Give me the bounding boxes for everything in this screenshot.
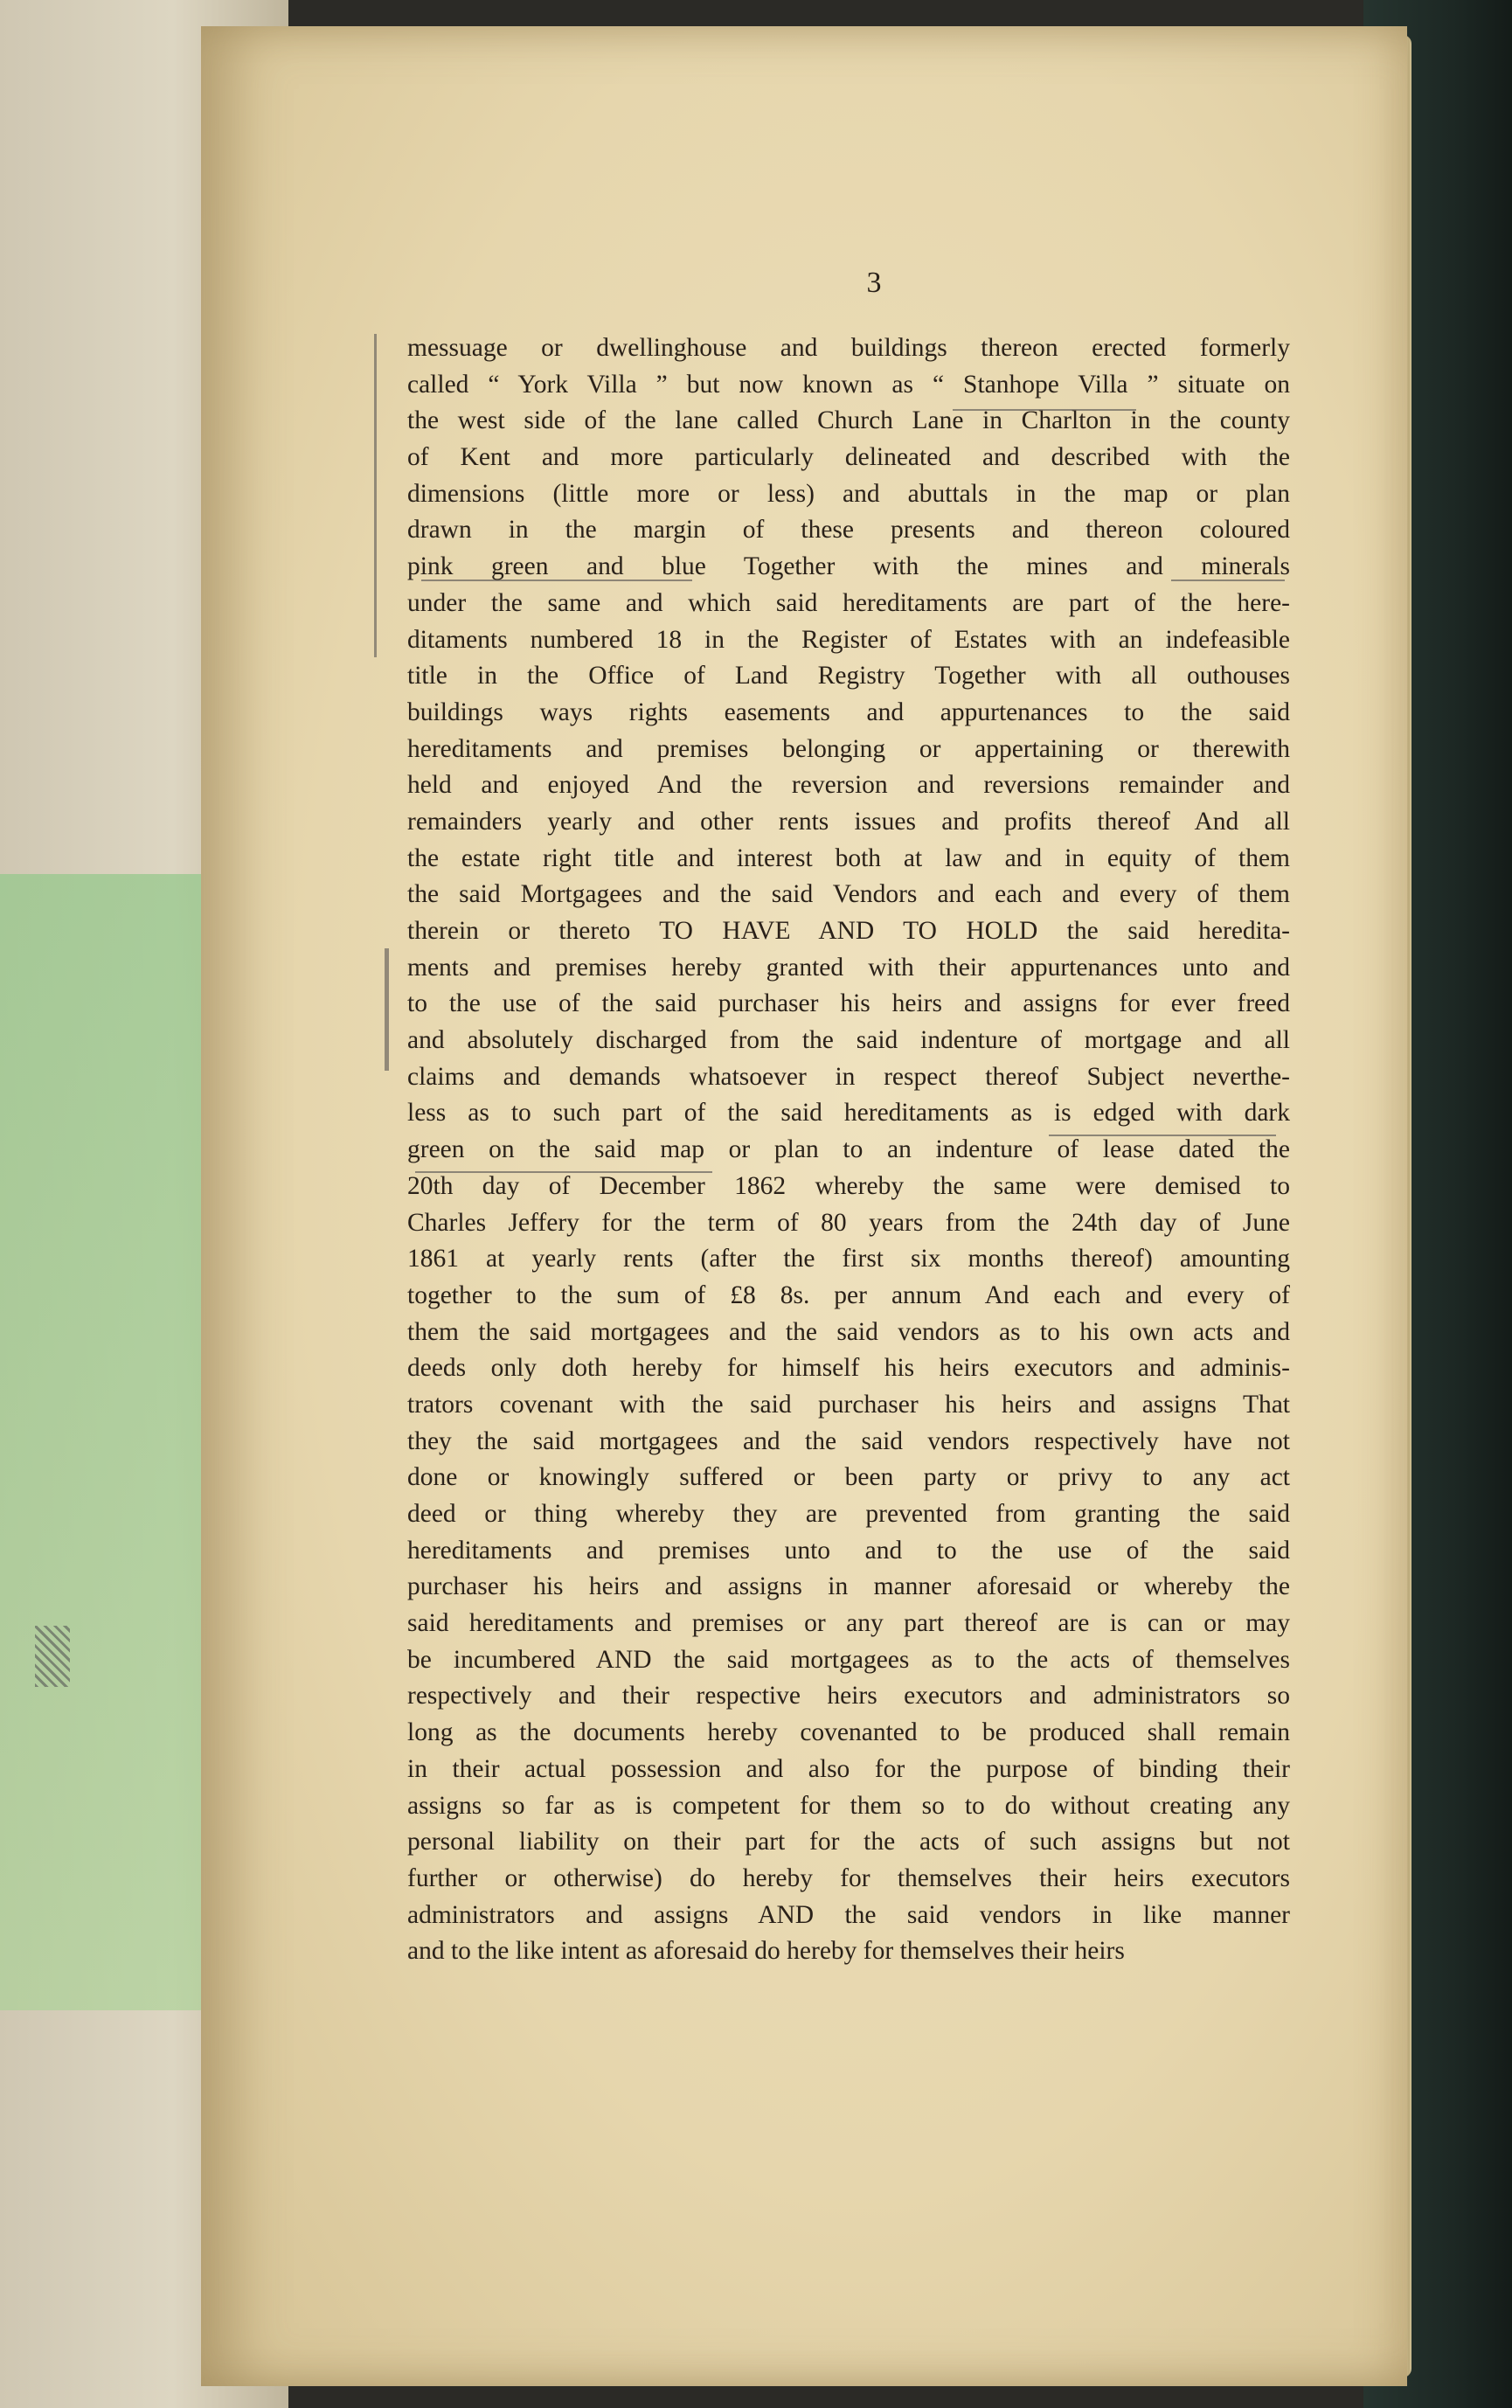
text-body: [407, 330, 1290, 1970]
map-hatch-mark: [35, 1626, 70, 1687]
text-line: in their actual possession and also for the purpose of binding their: [407, 1754, 1290, 1783]
text-line: dimensions (little more or less) and abuttals in the map or plan: [407, 479, 1290, 508]
text-line: trators covenant with the said purchaser his heirs and assigns That: [407, 1390, 1290, 1419]
text-line: the west side of the lane called Church Lane in Charlton in the county: [407, 406, 1290, 435]
text-line: and to the like intent as aforesaid do hereby for themselves their heirs: [407, 1937, 1125, 1966]
text-line: to the use of the said purchaser his heirs and assigns for ever freed: [407, 989, 1290, 1018]
text-line: of Kent and more particularly delineated and described with the: [407, 443, 1290, 472]
text-line: administrators and assigns AND the said vendors in like manner: [407, 1900, 1290, 1929]
text-line: 1861 at yearly rents (after the first six months thereof) amounting: [407, 1245, 1290, 1273]
text-line: deed or thing whereby they are prevented from granting the said: [407, 1500, 1290, 1528]
text-line: assigns so far as is competent for them so to do without creating any: [407, 1791, 1290, 1820]
text-line: purchaser his heirs and assigns in manner aforesaid or whereby the: [407, 1572, 1290, 1601]
text-line: less as to such part of the said hereditaments as is edged with dark: [407, 1099, 1290, 1128]
text-line: therein or thereto TO HAVE AND TO HOLD the said heredita-: [407, 917, 1290, 945]
pencil-bracket-top: [374, 334, 377, 657]
text-line: messuage or dwellinghouse and buildings thereon erected formerly: [407, 334, 1290, 362]
text-line: be incumbered AND the said mortgagees as to the acts of themselves: [407, 1645, 1290, 1674]
text-line: done or knowingly suffered or been party or privy to any act: [407, 1463, 1290, 1492]
text-line: title in the Office of Land Registry Together with all outhouses: [407, 662, 1290, 690]
text-line: 20th day of December 1862 whereby the same were demised to: [407, 1171, 1290, 1200]
text-line: ments and premises hereby granted with their appurtenances unto and: [407, 953, 1290, 982]
text-line: the said Mortgagees and the said Vendors and each and every of them: [407, 880, 1290, 909]
text-line: ditaments numbered 18 in the Register of Estates with an indefeasible: [407, 625, 1290, 654]
text-line: held and enjoyed And the reversion and reversions remainder and: [407, 771, 1290, 800]
text-line: pink green and blue Together with the mines and minerals: [407, 552, 1290, 581]
text-line: the estate right title and interest both at law and in equity of them: [407, 843, 1290, 872]
text-line: buildings ways rights easements and appurtenances to the said: [407, 697, 1290, 726]
text-line: long as the documents hereby covenanted to be produced shall remain: [407, 1718, 1290, 1747]
text-line: further or otherwise) do hereby for themselves their heirs executors: [407, 1863, 1290, 1892]
page-number: 3: [866, 267, 882, 299]
text-line: drawn in the margin of these presents and thereon coloured: [407, 516, 1290, 545]
text-line: said hereditaments and premises or any part thereof are is can or may: [407, 1609, 1290, 1638]
text-line: deeds only doth hereby for himself his heirs executors and adminis-: [407, 1354, 1290, 1383]
text-line: hereditaments and premises unto and to the use of the said: [407, 1536, 1290, 1565]
text-line: remainders yearly and other rents issues and profits thereof And all: [407, 807, 1290, 836]
pencil-bracket-middle: [385, 948, 389, 1071]
text-line: green on the said map or plan to an indenture of lease dated the: [407, 1135, 1290, 1164]
text-line: they the said mortgagees and the said vendors respectively have not: [407, 1426, 1290, 1455]
text-line: hereditaments and premises belonging or appertaining or therewith: [407, 734, 1290, 763]
text-line: personal liability on their part for the acts of such assigns but not: [407, 1828, 1290, 1856]
text-line: claims and demands whatsoever in respect thereof Subject neverthe-: [407, 1062, 1290, 1091]
text-line: and absolutely discharged from the said indenture of mortgage and all: [407, 1026, 1290, 1055]
text-line: under the same and which said hereditaments are part of the here-: [407, 588, 1290, 617]
text-line: them the said mortgagees and the said vendors as to his own acts and: [407, 1317, 1290, 1346]
text-line: together to the sum of £8 8s. per annum And each and every of: [407, 1280, 1290, 1309]
text-line: Charles Jeffery for the term of 80 years from the 24th day of June: [407, 1208, 1290, 1237]
text-line: respectively and their respective heirs executors and administrators so: [407, 1682, 1290, 1711]
text-line: called “ York Villa ” but now known as “ Stanhope Villa ” situate on: [407, 370, 1290, 399]
